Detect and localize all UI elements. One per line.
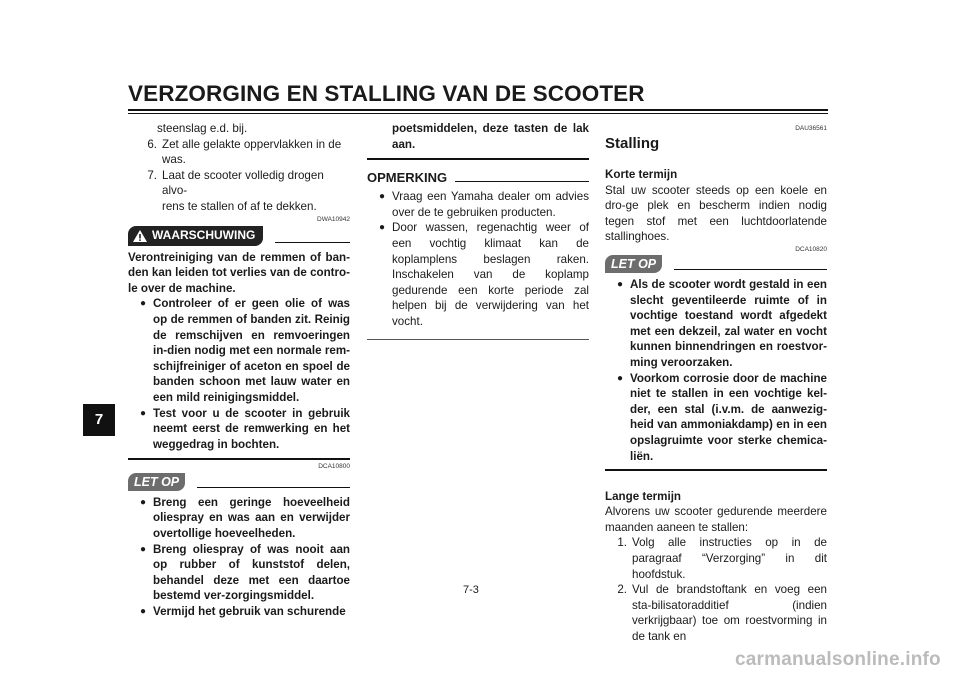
short-term-title: Korte termijn [605, 168, 678, 181]
caution-bullet: ● Breng oliespray of was nooit aan op rubber of kunststof delen, behandel deze met een daartoe bestemd ver-zorgingsmiddel. [140, 542, 350, 603]
caution-header [605, 255, 827, 273]
column-1 [128, 121, 350, 620]
header-rule-thin [128, 113, 828, 114]
warning-badge: WAARSCHUWING [128, 226, 263, 246]
warning-triangle-icon [132, 229, 148, 243]
watermark: carmanualsonline.info [735, 649, 941, 670]
header-rule [128, 109, 828, 111]
note-bullet: ● Door wassen, regenachtig weer of een vochtig klimaat kan de koplamplens beslagen raken. Inschakelen van de koplamp gedurende een korte periode zal helpen bij de verwijdering van het vocht. [379, 221, 589, 329]
caution-bullet: ● Vermijd het gebruik van schurende [140, 604, 346, 618]
caution-header [128, 473, 350, 491]
caution-badge: LET OP [605, 255, 662, 273]
chapter-tab: 7 [83, 404, 115, 436]
section-code: DAU36561 [795, 125, 827, 132]
long-term-title: Lange termijn [605, 489, 682, 503]
warning-bullet: ● Test voor u de scooter in gebruik neemt eerst de remwerking en het weggedrag in bochten. [140, 406, 350, 451]
column-3 [605, 121, 827, 645]
list-item: 7. Laat de scooter volledig drogen alvo- rens te stallen of af te dekken. [147, 168, 324, 213]
page-number: 7-3 [463, 584, 479, 596]
warning-text: Verontreiniging van de remmen of ban-den kan leiden tot verlies van de contro-le over de machine. [128, 250, 350, 295]
caution-badge: LET OP [128, 473, 185, 491]
column-2 [367, 121, 589, 340]
caution-code: DCA10820 [795, 245, 827, 253]
caution-continuation: poetsmiddelen, deze tasten de lak aan. [392, 122, 589, 151]
caution-code: DCA10800 [318, 462, 350, 470]
list-item: 6. Zet alle gelakte oppervlakken in de was. [147, 137, 342, 167]
caution-bullet: ● Als de scooter wordt gestald in een slecht geventileerde ruimte of in vochtige toestand wordt afgedekt met een dekzeil, zal water en vocht kunnen binnendringen en roestvor-ming veroorzaken. [617, 277, 827, 369]
caution-bullet: ● Voorkom corrosie door de machine niet te stallen in een vochtige kel-der, een stal (i.v.m. de aanwezig-heid van ammoniakdamp) en in een opslagruimte voor sterke chemica-liën. [617, 371, 827, 463]
warning-header [128, 226, 350, 246]
warning-code: DWA10942 [317, 215, 350, 223]
short-term-text: Stal uw scooter steeds op een koele en dro-ge plek en bescherm indien nodig tegen stof met een luchtdoorlatende stallinghoes. [605, 183, 827, 244]
intro-continuation: steenslag e.d. bij. [157, 122, 248, 135]
page-header: VERZORGING EN STALLING VAN DE SCOOTER [128, 81, 645, 106]
note-header: OPMERKING [367, 170, 589, 186]
list-item: 1. Volg alle instructies op in de paragraaf “Verzorging” in dit hoofdstuk. [617, 536, 827, 581]
note-bullet: ● Vraag een Yamaha dealer om advies over de te gebruiken producten. [379, 190, 589, 219]
caution-bullet: ● Breng een geringe hoeveelheid oliespray en was aan en verwijder overtollige hoeveelheden. [140, 495, 350, 540]
list-item: 2. Vul de brandstoftank en voeg een sta-bilisatoradditief (indien verkrijgbaar) toe om roestvorming in de tank en [617, 583, 827, 643]
long-term-text: Alvorens uw scooter gedurende meerdere maanden aaneen te stallen: [605, 505, 827, 534]
warning-bullet: ● Controleer of er geen olie of was op de remmen of banden zit. Reinig de remschijven en remvoeringen in-dien nodig met een normale rem-schijfreiniger of aceton en spoel de banden schoon met lauw water en een mild reinigingsmiddel. [140, 297, 350, 404]
section-title: Stalling [605, 135, 660, 152]
